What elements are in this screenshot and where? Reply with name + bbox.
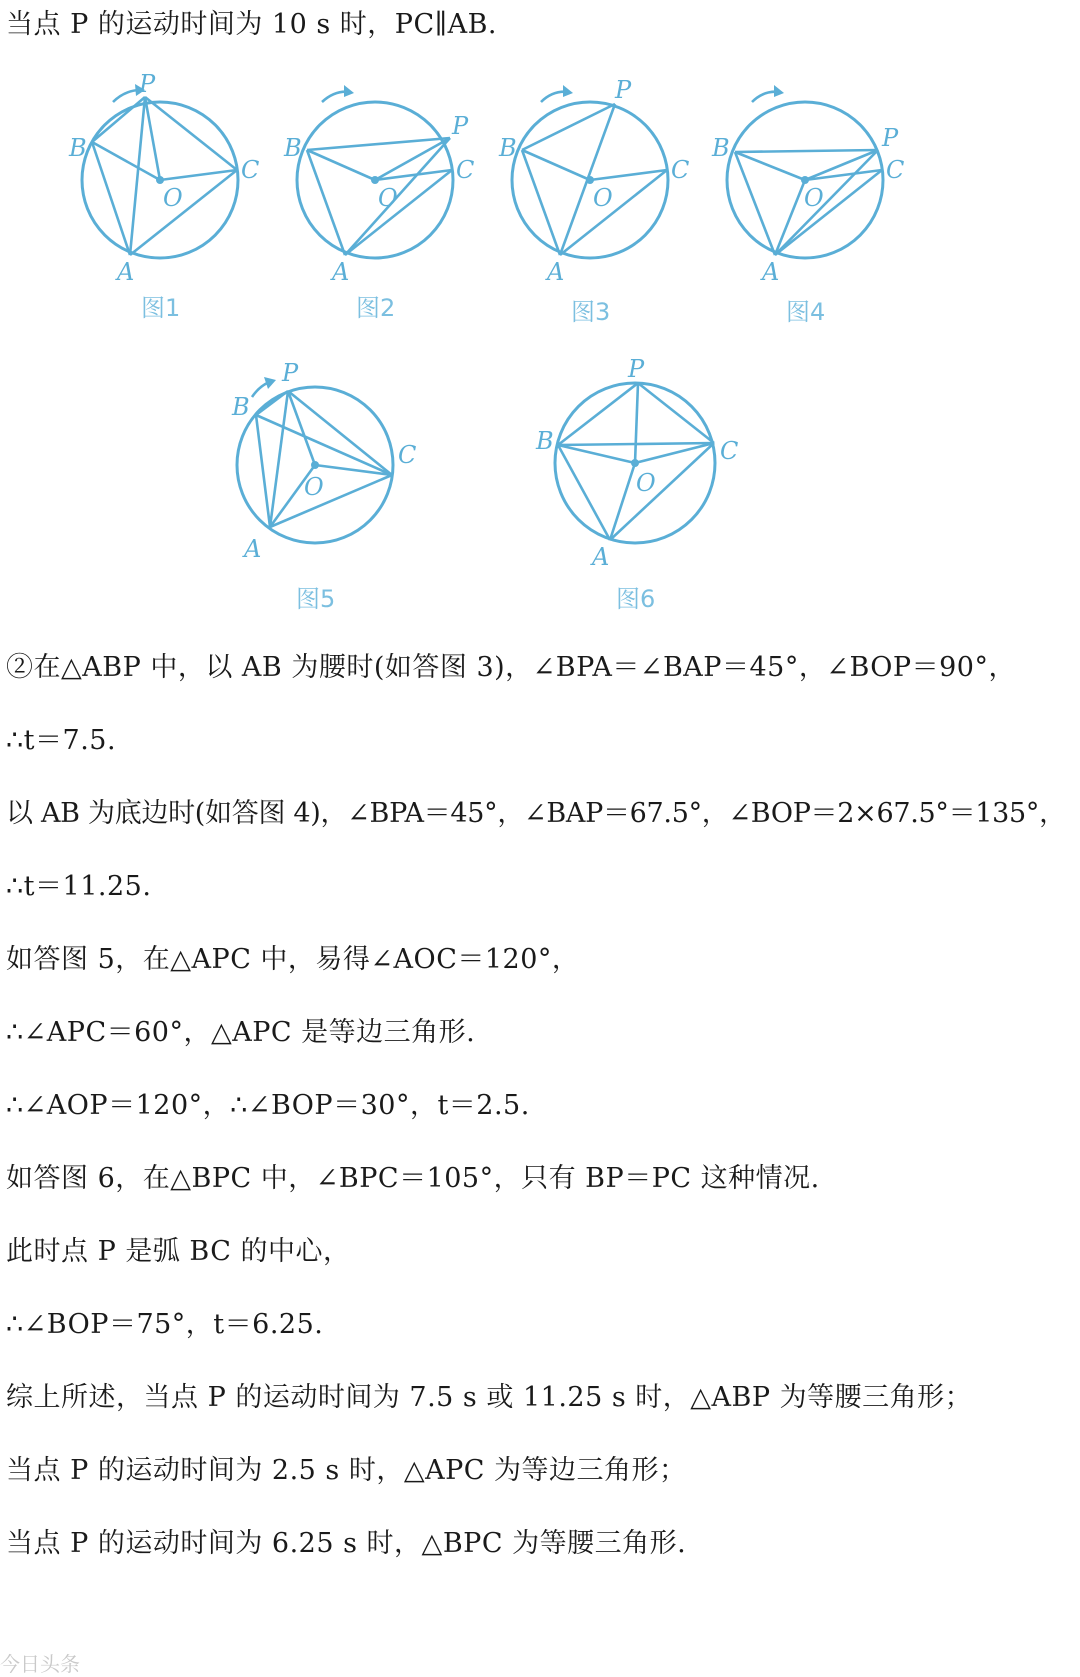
text-line-8: ∴∠AOP＝120°，∴∠BOP＝30°，t＝2.5.: [6, 1090, 530, 1121]
center-dot: [311, 461, 319, 469]
text-line-10: 此时点 P 是弧 BC 的中心，: [6, 1236, 351, 1267]
figure-1: [65, 72, 280, 332]
label-A: A: [592, 543, 610, 571]
segment-BA: [256, 415, 270, 527]
label-P: P: [628, 355, 645, 383]
figure-4: [710, 72, 925, 332]
segment-AC: [345, 170, 452, 255]
label-P: P: [882, 124, 899, 152]
arrow-head: [563, 85, 573, 97]
figure-2: [280, 72, 495, 332]
label-O: O: [636, 469, 656, 497]
caption-3: 图3: [571, 298, 611, 326]
label-C: C: [886, 156, 905, 184]
label-P: P: [282, 359, 299, 387]
text-line-11: ∴∠BOP＝75°，t＝6.25.: [6, 1309, 324, 1340]
label-B: B: [712, 134, 730, 162]
watermark: 今日头条: [0, 1652, 80, 1676]
center-dot: [801, 176, 809, 184]
label-A: A: [117, 258, 135, 286]
caption-6: 图6: [616, 585, 656, 613]
label-C: C: [241, 156, 260, 184]
segment-PO: [145, 97, 160, 180]
label-O: O: [304, 473, 324, 501]
figure-3: [495, 72, 710, 332]
segment-BO: [558, 445, 635, 463]
text-line-12: 综上所述，当点 P 的运动时间为 7.5 s 或 11.25 s 时，△ABP 为等腰三角形；: [6, 1382, 973, 1413]
label-C: C: [671, 156, 690, 184]
label-P: P: [139, 70, 156, 98]
label-A: A: [762, 258, 780, 286]
text-line-1: 当点 P 的运动时间为 10 s 时，PC∥AB.: [6, 9, 498, 40]
segment-PC: [638, 383, 714, 443]
text-line-13: 当点 P 的运动时间为 2.5 s 时，△APC 为等边三角形；: [6, 1455, 687, 1486]
caption-4: 图4: [786, 298, 826, 326]
label-B: B: [536, 427, 554, 455]
segment-PA: [130, 97, 145, 255]
label-C: C: [720, 437, 739, 465]
label-B: B: [69, 134, 87, 162]
label-O: O: [163, 184, 183, 212]
label-O: O: [804, 184, 824, 212]
label-C: C: [398, 441, 417, 469]
segment-BP: [307, 138, 450, 150]
text-line-6: 如答图 5，在△APC 中，易得∠AOC＝120°，: [6, 944, 580, 975]
label-B: B: [284, 134, 302, 162]
segment-BP: [256, 391, 288, 415]
arrow-head: [344, 85, 354, 97]
label-P: P: [452, 112, 469, 140]
text-line-3: ∴t＝7.5.: [6, 725, 117, 756]
label-A: A: [244, 535, 262, 563]
label-A: A: [547, 258, 565, 286]
text-line-5: ∴t＝11.25.: [6, 871, 152, 902]
segment-AC: [130, 170, 237, 255]
segment-BP: [92, 97, 145, 142]
figure-6: [536, 355, 770, 615]
label-P: P: [615, 76, 632, 104]
figure-5: [220, 355, 440, 615]
segment-PO: [635, 383, 638, 463]
text-line-4: 以 AB 为底边时(如答图 4)，∠BPA＝45°，∠BAP＝67.5°，∠BOP＝2×67.5°＝135°，: [6, 798, 1066, 829]
label-B: B: [232, 393, 250, 421]
label-O: O: [593, 184, 613, 212]
label-B: B: [499, 134, 517, 162]
text-line-7: ∴∠APC＝60°，△APC 是等边三角形.: [6, 1017, 476, 1048]
center-dot: [156, 176, 164, 184]
text-line-2: ②在△ABP 中，以 AB 为腰时(如答图 3)，∠BPA＝∠BAP＝45°，∠BOP＝90°，: [6, 652, 1016, 683]
center-dot: [586, 176, 594, 184]
arrow-head: [774, 85, 784, 97]
center-dot: [371, 176, 379, 184]
label-O: O: [378, 184, 398, 212]
segment-PA: [775, 150, 878, 255]
caption-2: 图2: [356, 294, 396, 322]
segment-BP: [735, 150, 878, 152]
center-dot: [631, 459, 639, 467]
caption-1: 图1: [141, 294, 181, 322]
text-line-14: 当点 P 的运动时间为 6.25 s 时，△BPC 为等腰三角形.: [6, 1528, 687, 1559]
caption-5: 图5: [296, 585, 336, 613]
label-A: A: [332, 258, 350, 286]
text-line-9: 如答图 6，在△BPC 中，∠BPC＝105°，只有 BP＝PC 这种情况.: [6, 1163, 820, 1194]
label-C: C: [456, 156, 475, 184]
